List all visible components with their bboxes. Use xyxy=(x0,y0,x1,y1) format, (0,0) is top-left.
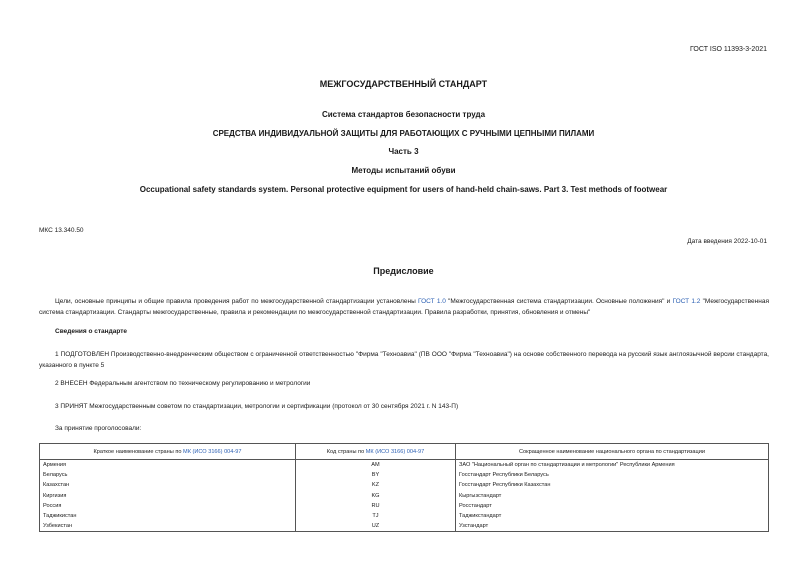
gost-1-2-link[interactable]: ГОСТ 1.2 xyxy=(672,298,701,305)
header-standards-body: Сокращенное наименование национального органа по стандартизации xyxy=(456,444,769,460)
country-code: AM xyxy=(296,460,456,471)
country-name: Казахстан xyxy=(40,480,296,490)
standards-body: ЗАО "Национальный орган по стандартизации и метрологии" Республики Армения xyxy=(456,460,769,471)
table-row xyxy=(40,501,769,511)
info-item-2: 2 ВНЕСЕН Федеральным агентством по техническому регулированию и метрологии xyxy=(55,380,311,387)
country-name: Таджикистан xyxy=(40,511,296,521)
gost-1-0-link[interactable]: ГОСТ 1.0 xyxy=(417,298,446,305)
info-item-3: 3 ПРИНЯТ Межгосударственным советом по стандартизации, метрологии и сертификации (протокол от 30 сентября 2021 г. N 143-П) xyxy=(55,403,459,410)
introduction-date: Дата введения 2022-10-01 xyxy=(687,238,767,245)
standard-info-heading: Сведения о стандарте xyxy=(55,328,128,335)
country-name: Армения xyxy=(40,460,296,471)
mks-code: МКС 13.340.50 xyxy=(39,227,84,234)
standards-body: Госстандарт Республики Беларусь xyxy=(456,470,769,480)
standards-body: Кыргызстандарт xyxy=(456,491,769,501)
country-name: Россия xyxy=(40,501,296,511)
standard-part: Часть 3 xyxy=(388,147,419,156)
mk-3166-link[interactable]: МК (ИСО 3166) 004-97 xyxy=(183,448,242,455)
standards-body: Росстандарт xyxy=(456,501,769,511)
country-code: UZ xyxy=(296,521,456,532)
standards-body: Госстандарт Республики Казахстан xyxy=(456,480,769,490)
table-row xyxy=(40,521,769,532)
country-code: TJ xyxy=(296,511,456,521)
country-name: Узбекистан xyxy=(40,521,296,532)
country-name: Киргизия xyxy=(40,491,296,501)
document-number: ГОСТ ISO 11393-3-2021 xyxy=(690,46,767,53)
standard-system: Система стандартов безопасности труда xyxy=(321,110,486,119)
voting-states-table xyxy=(39,443,769,532)
table-header-row xyxy=(40,444,769,460)
header-country-code: Код страны по МК (ИСО 3166) 004-97 xyxy=(296,444,456,460)
country-code: BY xyxy=(296,470,456,480)
standard-title-english: Occupational safety standards system. Personal protective equipment for users of hand-held chain-saws. Part 3. Test methods of footwear xyxy=(139,185,668,194)
standard-methods: Методы испытаний обуви xyxy=(351,166,456,175)
table-row xyxy=(40,480,769,490)
voted-label: За принятие проголосовали: xyxy=(55,425,142,432)
standards-body: Узстандарт xyxy=(456,521,769,532)
info-item-1: 1 ПОДГОТОВЛЕН Производственно-внедренческим обществом с ограниченной ответственностью "Фирма "Техноавиа" (ПВ ООО "Фирма "Техноавиа") на основе собственного перевода на русский язык англоязычной версии стандарта, указанного в пункте 5 xyxy=(39,351,769,369)
table-row xyxy=(40,470,769,480)
preface-heading: Предисловие xyxy=(373,266,434,276)
mk-3166-link[interactable]: МК (ИСО 3166) 004-97 xyxy=(365,448,425,455)
header-country-name: Краткое наименование страны по МК (ИСО 3166) 004-97 xyxy=(40,444,296,460)
country-code: KG xyxy=(296,491,456,501)
country-code: KZ xyxy=(296,480,456,490)
table-row xyxy=(40,491,769,501)
preface-paragraph: Цели, основные принципы и общие правила проведения работ по межгосударственной стандартизации установлены ГОСТ 1.0 "Межгосударственная система стандартизации. Основные положения" и ГОСТ 1.2 "Межгосударственная система стандартизации. Стандарты межгосударственные, правила и рекомендации по межгосударственной стандартизации. Правила разработки, принятия, обновления и отмены" xyxy=(39,298,769,316)
table-row xyxy=(40,511,769,521)
standard-heading: МЕЖГОСУДАРСТВЕННЫЙ СТАНДАРТ xyxy=(319,79,488,89)
standards-body: Таджикстандарт xyxy=(456,511,769,521)
standard-title: СРЕДСТВА ИНДИВИДУАЛЬНОЙ ЗАЩИТЫ ДЛЯ РАБОТАЮЩИХ С РУЧНЫМИ ЦЕПНЫМИ ПИЛАМИ xyxy=(212,129,595,138)
table-row xyxy=(40,460,769,471)
country-name: Беларусь xyxy=(40,470,296,480)
country-code: RU xyxy=(296,501,456,511)
